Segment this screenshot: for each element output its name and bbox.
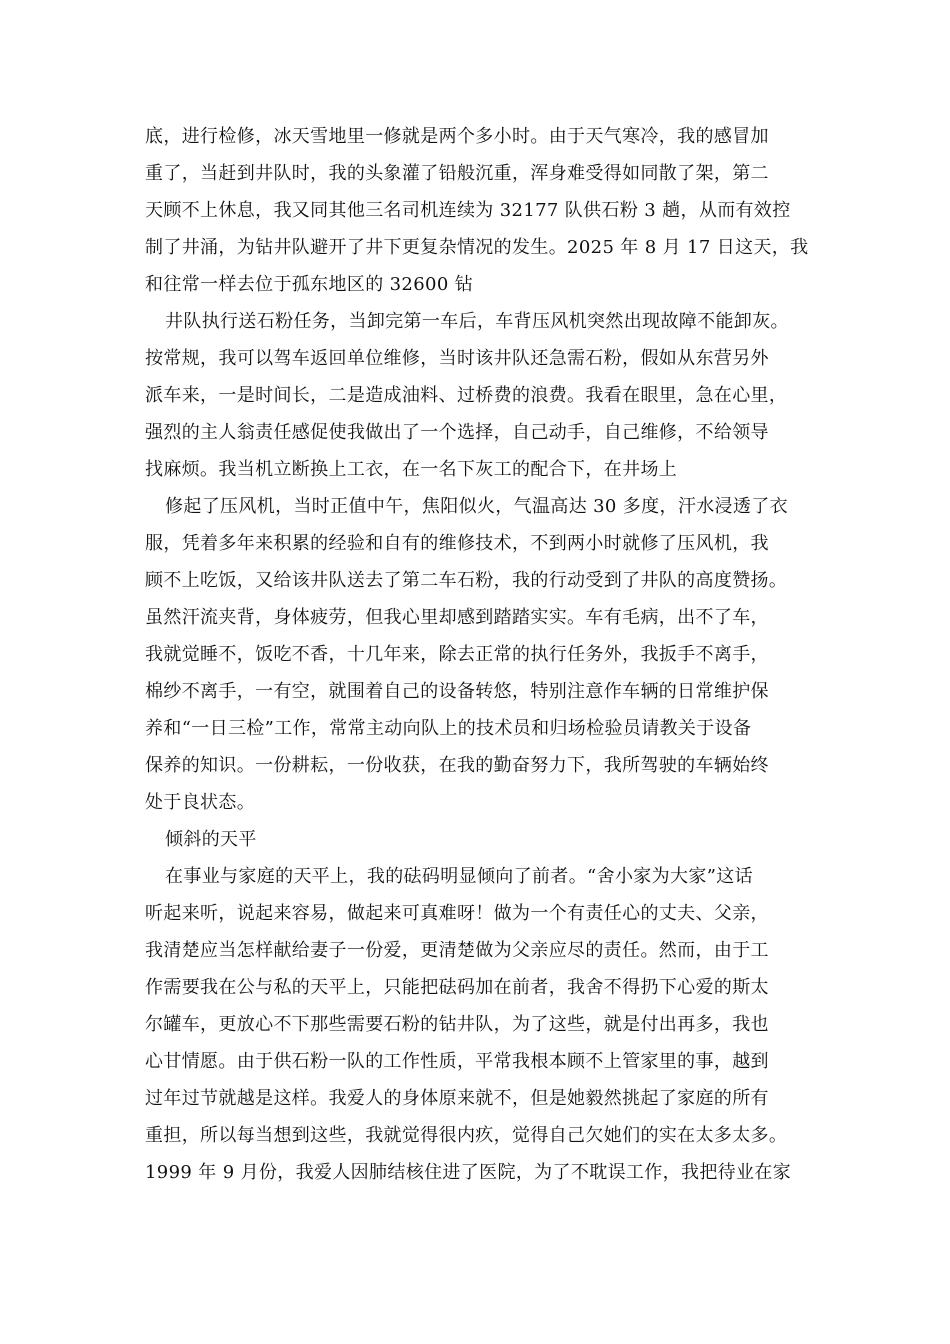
- text-line: 按常规，我可以驾车返回单位维修，当时该井队还急需石粉，假如从东营另外: [145, 348, 769, 369]
- text-line: 养和“一日三检”工作，常常主动向队上的技术员和归场检验员请教关于设备: [145, 718, 752, 739]
- text-line: 服，凭着多年来积累的经验和自有的维修技术，不到两小时就修了压风机，我: [145, 533, 769, 554]
- text-line: 过年过节就越是这样。我爱人的身体原来就不，但是她毅然挑起了家庭的所有: [145, 1088, 769, 1109]
- text-line: 制了井涌，为钻井队避开了井下更复杂情况的发生。2025 年 8 月 17 日这天，我: [145, 237, 809, 258]
- text-line: 找麻烦。我当机立断换上工衣，在一名下灰工的配合下，在井场上: [145, 459, 678, 480]
- text-line: 心甘情愿。由于供石粉一队的工作性质，平常我根本顾不上管家里的事，越到: [145, 1051, 769, 1072]
- text-line: 我就觉睡不，饭吃不香，十几年来，除去正常的执行任务外，我扳手不离手，: [145, 644, 769, 665]
- text-line: 修起了压风机，当时正值中午，焦阳似火，气温高达 30 多度，汗水浸透了衣: [165, 496, 788, 517]
- text-line: 和往常一样去位于孤东地区的 32600 钻: [145, 274, 474, 295]
- text-line: 井队执行送石粉任务，当卸完第一车后，车背压风机突然出现故障不能卸灰。: [165, 311, 789, 332]
- text-line: 虽然汗流夹背，身体疲劳，但我心里却感到踏踏实实。车有毛病，出不了车，: [145, 607, 769, 628]
- text-line: 处于良状态。: [145, 792, 256, 813]
- text-line: 棉纱不离手，一有空，就围着自己的设备转悠，特别注意作车辆的日常维护保: [145, 681, 769, 702]
- text-line: 我清楚应当怎样献给妻子一份爱，更清楚做为父亲应尽的责任。然而，由于工: [145, 940, 769, 961]
- text-line: 作需要我在公与私的天平上，只能把砝码加在前者，我舍不得扔下心爱的斯太: [145, 977, 769, 998]
- text-line: 派车来，一是时间长，二是造成油料、过桥费的浪费。我看在眼里，急在心里，: [145, 385, 788, 406]
- text-line: 天顾不上休息，我又同其他三名司机连续为 32177 队供石粉 3 趟，从而有效控: [145, 200, 791, 221]
- text-line: 保养的知识。一份耕耘，一份收获，在我的勤奋努力下，我所驾驶的车辆始终: [145, 755, 769, 776]
- text-line: 底，进行检修，冰天雪地里一修就是两个多小时。由于天气寒冷，我的感冒加: [145, 126, 769, 147]
- text-line: 顾不上吃饭，又给该井队送去了第二车石粉，我的行动受到了井队的高度赞扬。: [145, 570, 788, 591]
- text-line: 尔罐车，更放心不下那些需要石粉的钻井队，为了这些，就是付出再多，我也: [145, 1014, 769, 1035]
- text-line: 倾斜的天平: [165, 829, 257, 850]
- text-line: 在事业与家庭的天平上，我的砝码明显倾向了前者。“舍小家为大家”这话: [165, 866, 753, 887]
- text-line: 重了，当赶到井队时，我的头象灌了铅般沉重，浑身难受得如同散了架，第二: [145, 163, 769, 184]
- text-line: 强烈的主人翁责任感促使我做出了一个选择，自己动手，自己维修，不给领导: [145, 422, 769, 443]
- text-line: 重担，所以每当想到这些，我就觉得很内疚，觉得自己欠她们的实在太多太多。: [145, 1125, 788, 1146]
- text-line: 听起来听，说起来容易，做起来可真难呀！做为一个有责任心的丈夫、父亲，: [145, 903, 769, 924]
- body-text: [145, 118, 815, 1191]
- text-line: 1999 年 9 月份，我爱人因肺结核住进了医院，为了不耽误工作，我把待业在家: [145, 1162, 792, 1183]
